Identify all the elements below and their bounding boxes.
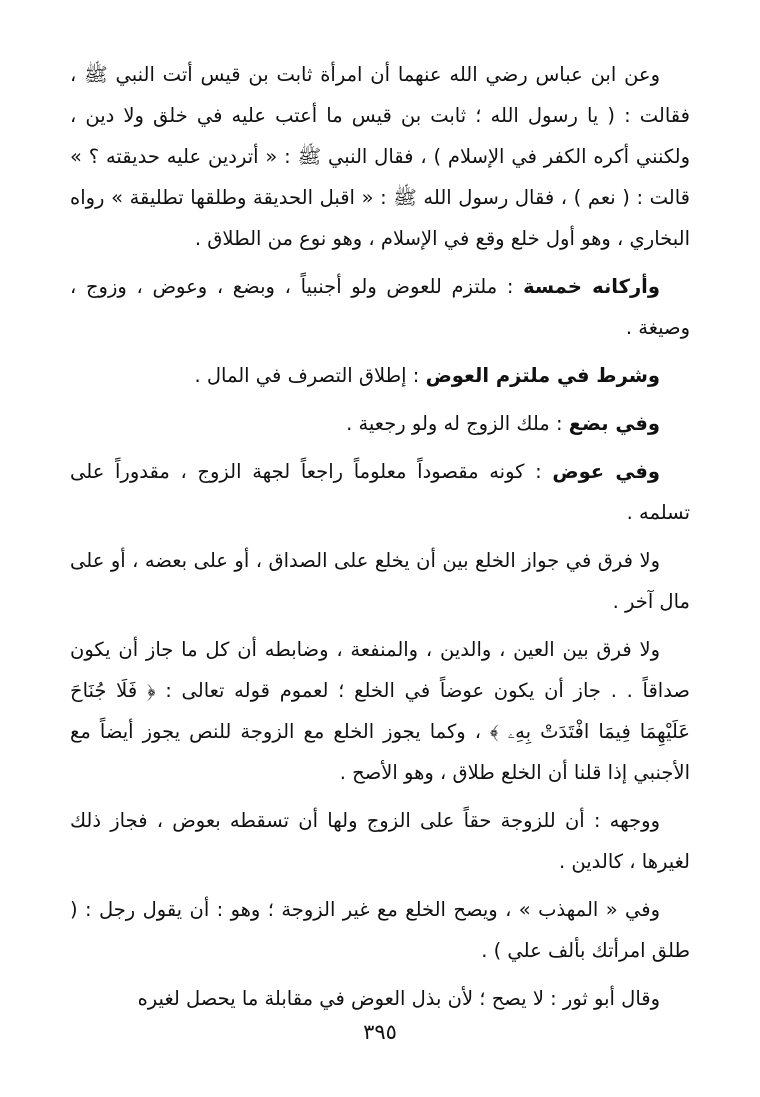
paragraph-text: : ملك الزوج له ولو رجعية . xyxy=(346,412,569,435)
paragraph-types xyxy=(70,629,690,793)
paragraph-condition-bud xyxy=(70,403,690,444)
paragraph-abu-thawr xyxy=(70,978,690,1019)
paragraph-muhadhdhab xyxy=(70,889,690,971)
paragraph-text: وفي « المهذب » ، ويصح الخلع مع غير الزوجة ؛ وهو : أن يقول رجل : ( طلق امرأتك بألف علي ) . xyxy=(70,898,690,962)
paragraph-lead: وفي عوض xyxy=(552,460,660,483)
paragraph-pillars xyxy=(70,266,690,348)
paragraph-lead: وفي بضع xyxy=(568,412,660,435)
paragraph-text: ولا فرق بين العين ، والدين ، والمنفعة ، وضابطه أن كل ما جاز أن يكون صداقاً . . جاز أن يكون عوضاً في الخلع ؛ لعموم قوله تعالى : ﴿ فَلَا جُنَاحَ عَلَيْهِمَا فِيمَا افْتَدَتْ بِهِۦ ﴾ ، وكما يجوز الخلع مع الزوجة للنص يجوز أيضاً مع الأجنبي إذا قلنا أن الخلع طلاق ، وهو الأصح . xyxy=(70,638,690,784)
paragraph-text: : إطلاق التصرف في المال . xyxy=(194,364,426,387)
paragraph-text: وقال أبو ثور : لا يصح ؛ لأن بذل العوض في مقابلة ما يحصل لغيره xyxy=(137,987,660,1010)
paragraph-text: ووجهه : أن للزوجة حقاً على الزوج ولها أن تسقطه بعوض ، فجاز ذلك لغيرها ، كالدين . xyxy=(70,809,690,873)
paragraph-condition-obligor xyxy=(70,355,690,396)
page-number: ٣٩٥ xyxy=(363,1020,397,1044)
paragraph-text: : ملتزم للعوض ولو أجنبياً ، وبضع ، وعوض ، وزوج ، وصيغة . xyxy=(70,275,690,339)
paragraph-text: وعن ابن عباس رضي الله عنهما أن امرأة ثابت بن قيس أتت النبي ﷺ ، فقالت : ( يا رسول الله ؛ ثابت بن قيس ما أعتب عليه في خلق ولا دين ، ولكنني أكره الكفر في الإسلام ) ، فقال النبي ﷺ : « أتردين عليه حديقته ؟ » قالت : ( نعم ) ، فقال رسول الله ﷺ : « اقبل الحديقة وطلقها تطليقة » رواه البخاري ، وهو أول خلع وقع في الإسلام ، وهو نوع من الطلاق . xyxy=(70,63,690,250)
paragraph-condition-compensation xyxy=(70,451,690,533)
page-body xyxy=(70,54,690,1014)
paragraph-dowry xyxy=(70,540,690,622)
paragraph-lead: وشرط في ملتزم العوض xyxy=(425,364,660,387)
paragraph-reasoning xyxy=(70,800,690,882)
paragraph-lead: وأركانه خمسة xyxy=(523,275,660,298)
paragraph-text: : كونه مقصوداً معلوماً راجعاً لجهة الزوج ، مقدوراً على تسلمه . xyxy=(70,460,690,524)
paragraph-text: ولا فرق في جواز الخلع بين أن يخلع على الصداق ، أو على بعضه ، أو على مال آخر . xyxy=(70,549,690,613)
paragraph-hadith xyxy=(70,54,690,259)
